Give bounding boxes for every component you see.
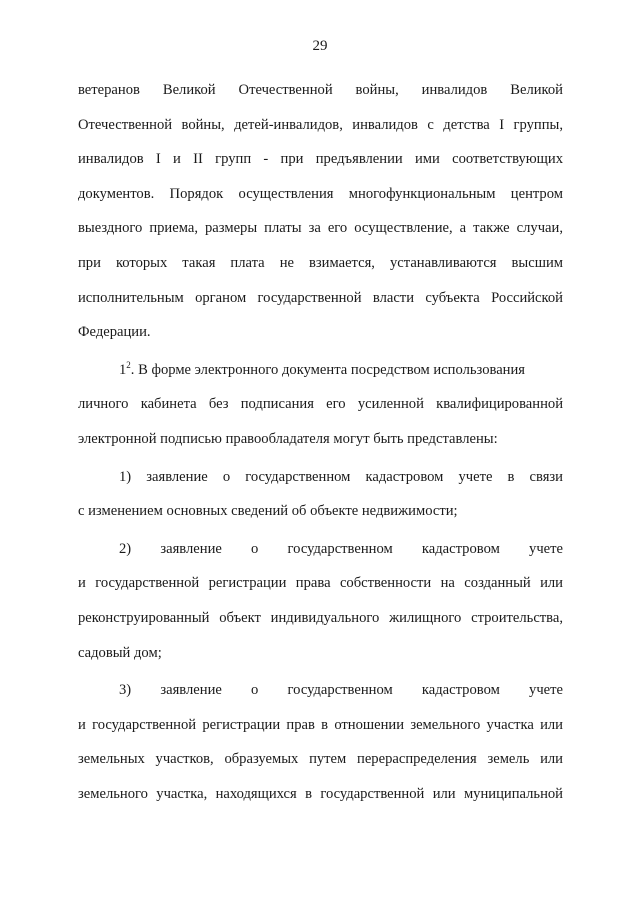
list-item-3-line: 3) заявление о государственном кадастровом учете: [119, 682, 563, 699]
text-line: и государственной регистрации права собственности на созданный или: [78, 575, 563, 592]
text-line: садовый дом;: [78, 644, 162, 661]
page-number: 29: [312, 38, 328, 54]
text-line: выездного приема, размеры платы за его осуществление, а также случаи,: [78, 220, 563, 237]
clause-suffix: .: [130, 361, 135, 378]
text-line: и государственной регистрации прав в отношении земельного участка или: [78, 716, 563, 733]
text-line: реконструированный объект индивидуального жилищного строительства,: [78, 609, 563, 626]
text-line: с изменением основных сведений об объекте недвижимости;: [78, 503, 458, 520]
text-line: Отечественной войны, детей-инвалидов, инвалидов с детства I группы,: [78, 116, 563, 133]
list-item-2-line: 2) заявление о государственном кадастровом учете: [119, 540, 563, 557]
document-body: [78, 73, 563, 811]
text-line: при которых такая плата не взимается, устанавливаются высшим: [78, 254, 563, 271]
text-line: документов. Порядок осуществления многофункциональным центром: [78, 185, 563, 202]
text-line: земельных участков, образуемых путем перераспределения земель или: [78, 751, 563, 768]
text-line: земельного участка, находящихся в государственной или муниципальной: [78, 785, 563, 802]
text-line: инвалидов I и II групп - при предъявлении ими соответствующих: [78, 151, 563, 168]
text-line: личного кабинета без подписания его усиленной квалифицированной: [78, 396, 563, 413]
text-line: Федерации.: [78, 324, 151, 341]
text-line: электронной подписью правообладателя могут быть представлены:: [78, 430, 498, 447]
text-line: исполнительным органом государственной власти субъекта Российской: [78, 289, 563, 306]
clause-heading-line: [78, 353, 563, 388]
clause-number: 1: [119, 361, 127, 378]
list-item-1-line: 1) заявление о государственном кадастровом учете в связи: [119, 468, 563, 485]
text-line: ветеранов Великой Отечественной войны, инвалидов Великой: [78, 82, 563, 98]
clause-superscript: 2: [126, 359, 131, 370]
clause-first-line-text: В форме электронного документа посредством использования: [138, 361, 526, 378]
